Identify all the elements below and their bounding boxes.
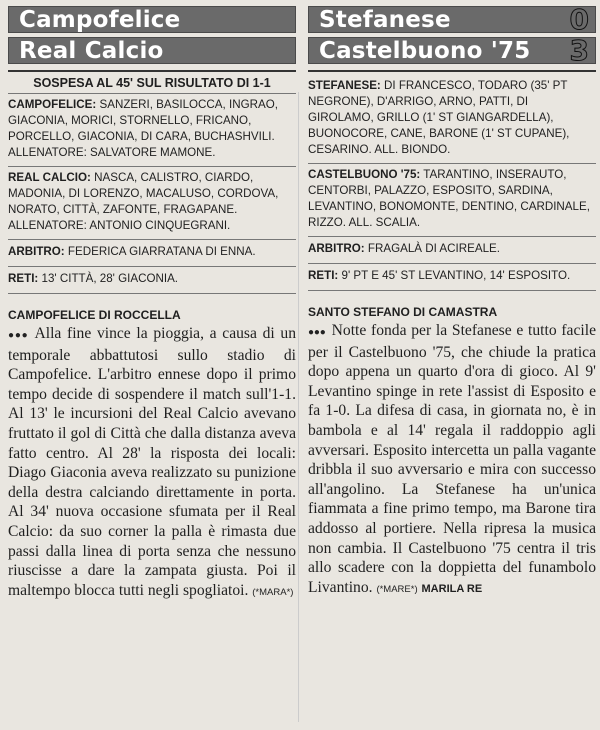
referee-box <box>8 240 296 267</box>
away-lineup-box <box>8 167 296 240</box>
team-name-away: Real Calcio <box>19 37 164 64</box>
home-lineup-text: SANZERI, BASILOCCA, INGRAO, GIACONIA, MORICI, STORNELLO, FRICANO, PORCELLO, GIACONIA, DI CARA, BUCHASHVILI. ALLENATORE: SALVATORE MAMONE. <box>8 98 278 159</box>
article-text: Notte fonda per la Stefanese e tutto facile per il Castelbuono '75, che chiude la pratica dopo appena un quarto d'ora di gioco. Al 9' Levantino spinge in rete l'assist di Esposito e fa 1-0. La difesa di casa, in giornata no, è in bambola e al 14' regala il raddoppio agli avversari. Esposito intercetta un palla vagante dribbla il suo avversario e mira con successo all'angolino. La Stefanese ha un'unica fiammata a fine primo tempo, ma Barone tira addosso al portiere. Nella ripresa la musica non cambia. Il Castelbuono '75 centra il tris allo scadere con la doppietta del funambolo Livantino. <box>308 322 596 596</box>
home-lineup-box <box>308 72 596 164</box>
score-home: 0 <box>569 3 589 36</box>
away-lineup-box <box>308 164 596 237</box>
team-bar-home <box>308 3 596 36</box>
bullet-dots-icon: ●●● <box>308 327 326 338</box>
team-bar-away <box>308 34 596 67</box>
goals-text: 13' CITTÀ, 28' GIACONIA. <box>41 272 179 285</box>
referee-text: FRAGALÀ DI ACIREALE. <box>367 242 501 255</box>
referee-label: ARBITRO: <box>308 242 365 255</box>
article-text: Alla fine vince la pioggia, a causa di un temporale abbattutosi sullo stadio di Campofelice. L'arbitro ennese dopo il primo tempo decide di sospendere il match sull'1-1. Al 13' le incursioni del Real Calcio avevano fruttato il gol di Città che dalla distanza aveva fatto centro. Al 28' la risposta dei locali: Diago Giaconia aveva realizzato su punizione della destra calciando direttamente in porta. Al 34' nuova occasione sfumata per il Real Calcio: da suo corner la palla è rimasta due passi dalla linea di porta senza che nessuno riuscisse a dare la zampata giusta. Poi il maltempo blocca tutti negli spogliatoi. <box>8 325 297 599</box>
suspended-note: SOSPESA AL 45' SUL RISULTATO DI 1-1 <box>8 72 296 94</box>
referee-label: ARBITRO: <box>8 245 65 258</box>
goals-box <box>308 264 596 291</box>
goals-text: 9' PT E 45' ST LEVANTINO, 14' ESPOSITO. <box>341 269 571 282</box>
away-lineup-text: TARANTINO, INSERAUTO, CENTORBI, PALAZZO, ESPOSITO, SARDINA, LEVANTINO, BONOMONTE, DENTINO, CARDINALE, RIZZO. ALL. SCALIA. <box>308 168 590 229</box>
column-divider <box>298 92 299 722</box>
left-match-column <box>8 6 296 602</box>
article-signature: (*MARA*) <box>252 586 294 598</box>
score-away: 3 <box>569 34 589 67</box>
goals-label: RETI: <box>8 272 39 285</box>
team-bar-away <box>8 37 296 64</box>
article-body <box>308 321 596 599</box>
goals-box <box>8 267 296 294</box>
article-location: CAMPOFELICE DI ROCCELLA <box>8 308 181 322</box>
home-lineup-label: STEFANESE: <box>308 79 381 92</box>
right-match-column <box>308 3 596 599</box>
team-name-home: Campofelice <box>19 6 181 33</box>
article-signature: (*MARE*) <box>376 583 418 595</box>
article-location: SANTO STEFANO DI CAMASTRA <box>308 305 498 319</box>
home-lineup-text: DI FRANCESCO, TODARO (35' PT NEGRONE), D'ARRIGO, ARNO, PATTI, DI GIROLAMO, GRILLO (1' ST GIANGARDELLA), BUONOCORE, CANE, BARONE (1' ST CUPANE), CESARINO. ALL. BIONDO. <box>308 79 570 156</box>
team-name-away: Castelbuono '75 <box>319 37 531 64</box>
team-name-home: Stefanese <box>319 6 451 33</box>
referee-box <box>308 237 596 264</box>
goals-label: RETI: <box>308 269 339 282</box>
article-author: MARILA RE <box>421 582 483 595</box>
home-lineup-label: CAMPOFELICE: <box>8 98 97 111</box>
team-bar-home <box>8 6 296 33</box>
article-body <box>8 324 296 602</box>
away-lineup-label: REAL CALCIO: <box>8 171 91 184</box>
referee-text: FEDERICA GIARRATANA DI ENNA. <box>67 245 256 258</box>
away-lineup-text: NASCA, CALISTRO, CIARDO, MADONIA, DI LORENZO, MACALUSO, CORDOVA, NORATO, CITTÀ, ZAFONTE, FRAGAPANE. ALLENATORE: ANTONIO CINQUEGRANI. <box>8 171 279 232</box>
home-lineup-box <box>8 94 296 167</box>
bullet-dots-icon: ●●● <box>8 330 29 341</box>
away-lineup-label: CASTELBUONO '75: <box>308 168 421 181</box>
